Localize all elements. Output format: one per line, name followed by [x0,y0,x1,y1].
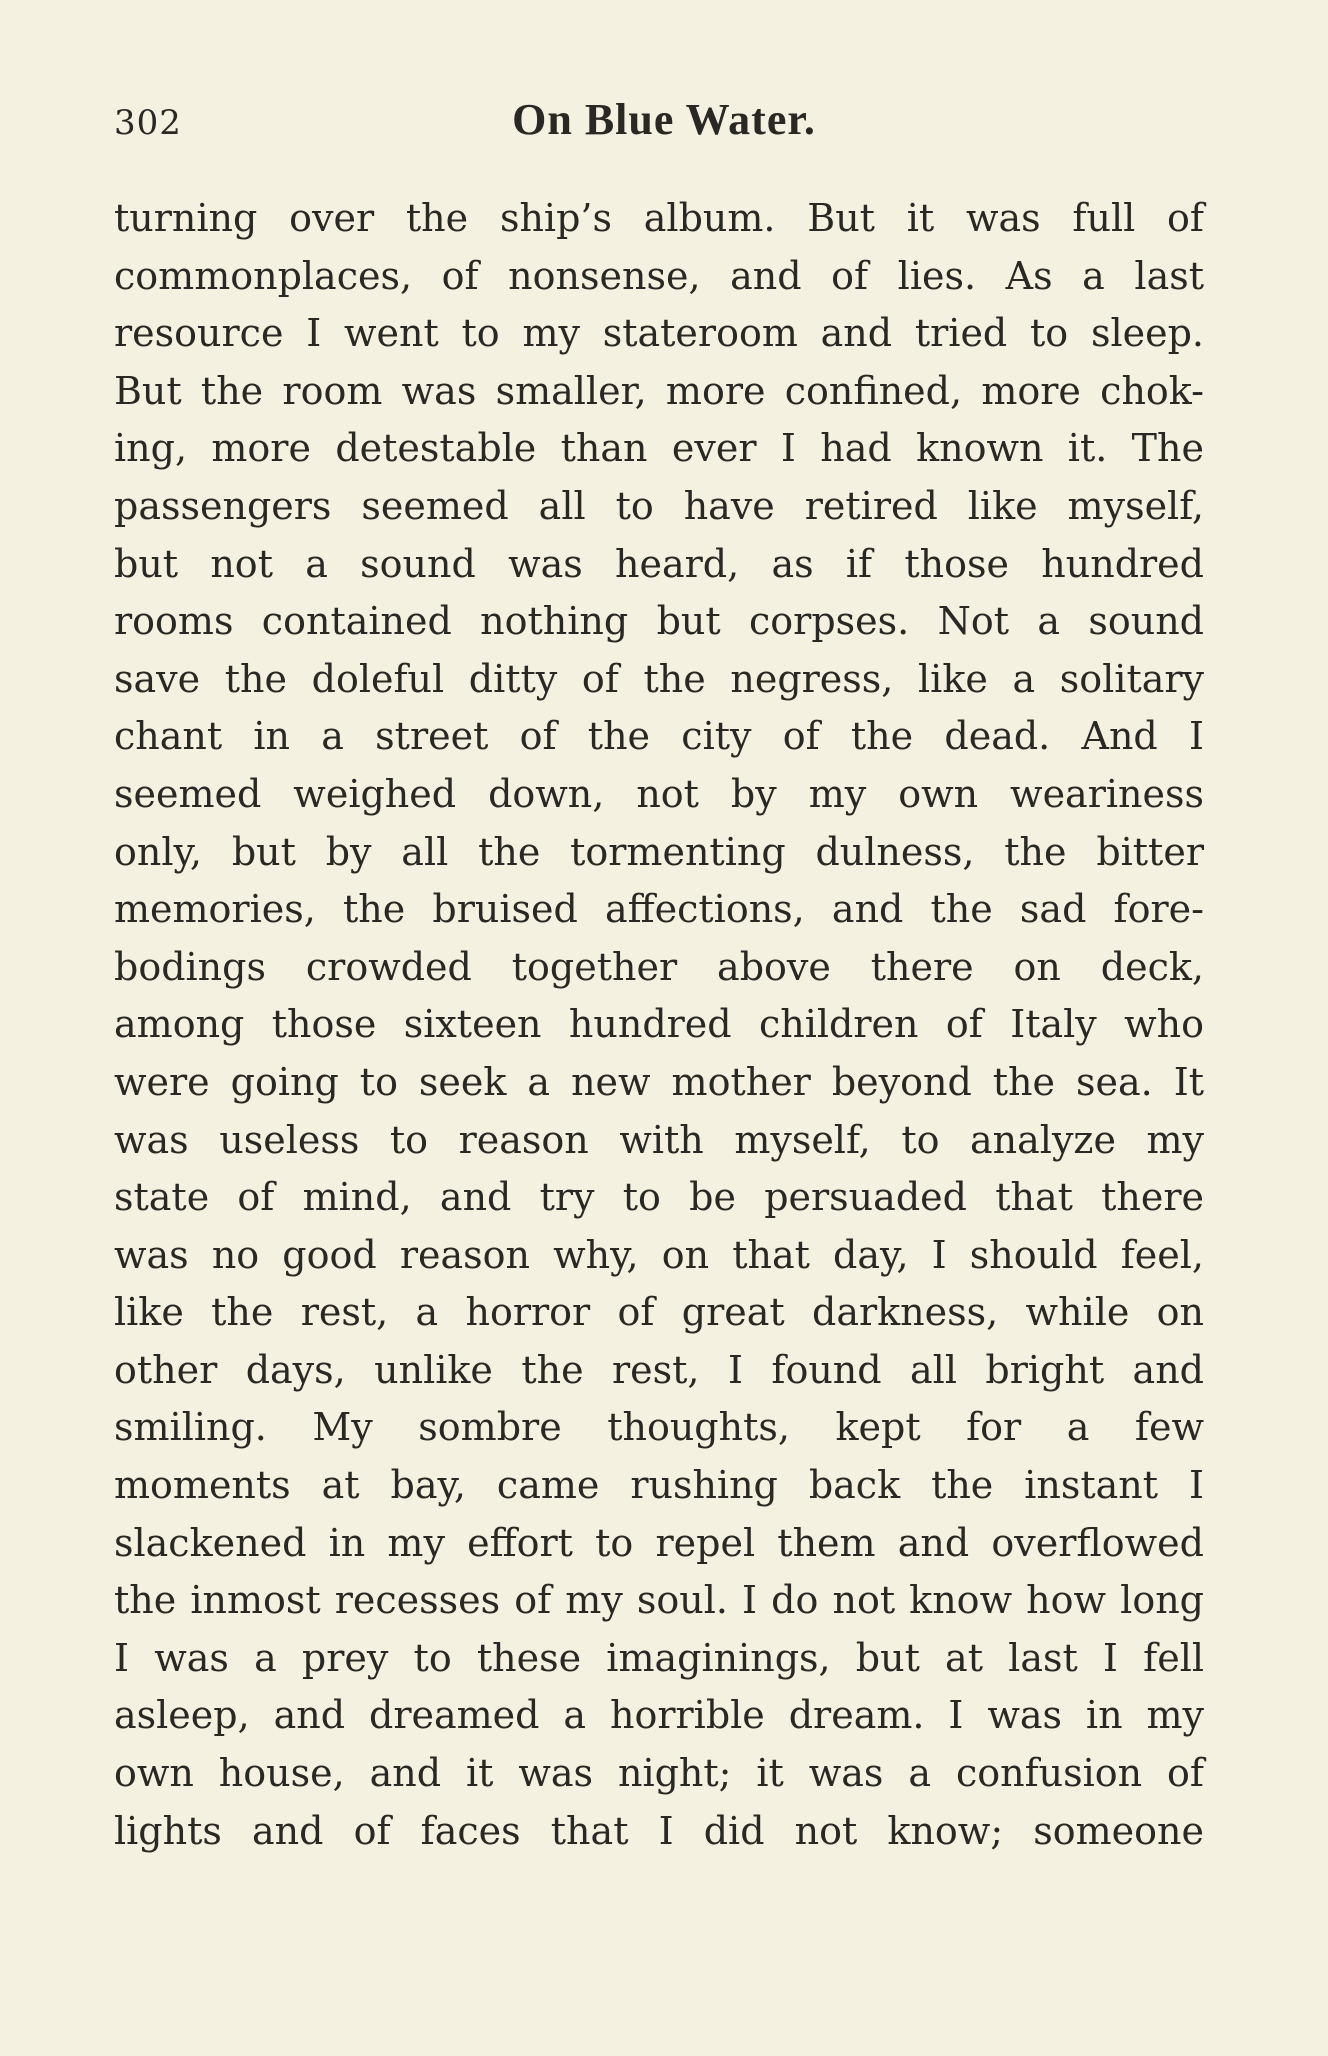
text-line: save the doleful ditty of the negress, like a solitary [114,656,1204,701]
text-line: but not a sound was heard, as if those hundred [114,541,1204,586]
text-line: was useless to reason with myself, to analyze my [114,1117,1204,1162]
text-line: moments at bay, came rushing back the instant I [114,1463,1204,1508]
text-line: the inmost recesses of my soul. I do not know how long [114,1578,1204,1623]
text-line: slackened in my effort to repel them and overflowed [114,1520,1204,1565]
text-line: I was a prey to these imaginings, but at last I fell [114,1635,1204,1680]
text-line: rooms contained nothing but corpses. Not a sound [114,599,1204,644]
text-line: smiling. My sombre thoughts, kept for a few [114,1405,1204,1450]
text-line: seemed weighed down, not by my own weariness [114,771,1204,816]
text-line: resource I went to my stateroom and tried to sleep. [114,311,1204,356]
text-line: passengers seemed all to have retired like myself, [114,483,1204,528]
page-number: 302 [114,103,182,143]
text-line: ing, more detestable than ever I had known it. The [114,426,1204,471]
text-line: memories, the bruised affections, and the sad fore- [114,887,1204,932]
text-line: chant in a street of the city of the dead. And I [114,714,1204,759]
text-line: other days, unlike the rest, I found all bright and [114,1347,1204,1392]
text-line: asleep, and dreamed a horrible dream. I was in my [114,1693,1204,1738]
text-line: lights and of faces that I did not know; someone [114,1808,1204,1853]
text-line: like the rest, a horror of great darkness, while on [114,1290,1204,1335]
running-title: On Blue Water. [512,95,816,144]
text-line: was no good reason why, on that day, I should feel, [114,1232,1204,1277]
text-line: were going to seek a new mother beyond the sea. It [114,1059,1204,1104]
text-line: state of mind, and try to be persuaded that there [114,1175,1204,1220]
text-line: among those sixteen hundred children of Italy who [114,1002,1204,1047]
body-text [114,190,1204,1860]
text-line: bodings crowded together above there on deck, [114,944,1204,989]
text-line: turning over the ship’s album. But it was full of [114,196,1204,240]
text-line: But the room was smaller, more confined, more chok- [114,368,1204,413]
text-line: own house, and it was night; it was a confusion of [114,1751,1204,1796]
text-line: only, but by all the tormenting dulness, the bitter [114,829,1204,874]
text-line: commonplaces, of nonsense, and of lies. As a last [114,253,1204,298]
